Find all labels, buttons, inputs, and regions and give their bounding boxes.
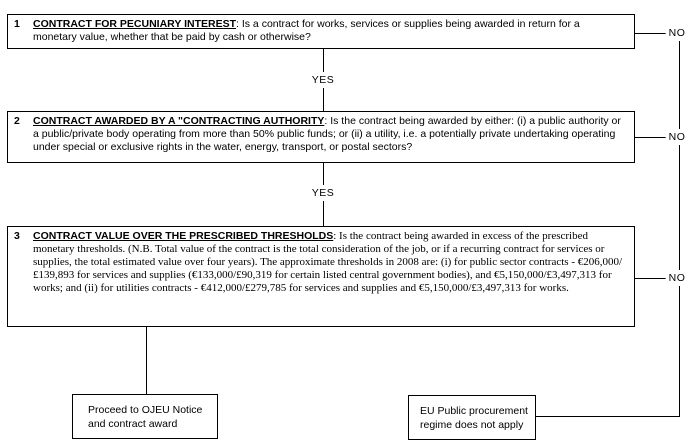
box-1-text [33,18,624,44]
box-1-number: 1 [14,18,20,30]
box-1-heading: CONTRACT FOR PECUNIARY INTEREST [33,18,237,30]
box-3-heading: CONTRACT VALUE OVER THE PRESCRIBED THRESHOLDS [33,230,334,242]
box-2-heading: CONTRACT AWARDED BY A "CONTRACTING AUTHORITY [33,115,325,127]
connector-to-proceed [146,327,147,394]
yes-label-2: YES [309,185,338,201]
connector-to-not-apply [536,416,680,417]
box-2-number: 2 [14,115,20,127]
box-2-text [33,115,624,154]
no-label-3: NO [666,270,689,286]
yes-label-1: YES [309,72,338,88]
decision-box-2 [7,111,635,163]
box-3-text [33,230,624,295]
no-label-1: NO [666,25,689,41]
decision-box-1 [7,14,635,49]
connector-no-trunk [679,33,680,416]
terminal-box-not-apply: EU Public procurement regime does not apply [408,395,536,440]
box-3-number: 3 [14,230,20,242]
decision-box-3 [7,226,635,327]
box-3-body: : Is the contract being awarded in excess of the prescribed monetary thresholds. (N.B. Total value of the contract is the total consideration of the job, or if a recurring contract for services or supplies, the total estimated value over four years). The approximate thresholds in 2008 are: (i) for public sector contracts - €206,000/£139,893 for services and supplies (€133,000/£90,319 for certain listed central government bodies), and €5,150,000/£3,497,313 for works; and (ii) for utilities contracts - €412,000/£279,785 for services and supplies and €5,150,000/£3,497,313 for works. [33,230,623,294]
box-2-body: : Is the contract being awarded by either: (i) a public authority or a public/private body operating from more than 50% public funds; or (ii) a utility, i.e. a potentially private undertaking operating under special or exclusive rights in the water, energy, transport, or postal sectors? [33,115,621,153]
no-label-2: NO [666,129,689,145]
box-1-body: : Is a contract for works, services or supplies being awarded in return for a monetary value, whether that be paid by cash or otherwise? [33,18,580,43]
terminal-box-proceed: Proceed to OJEU Notice and contract award [72,394,218,439]
